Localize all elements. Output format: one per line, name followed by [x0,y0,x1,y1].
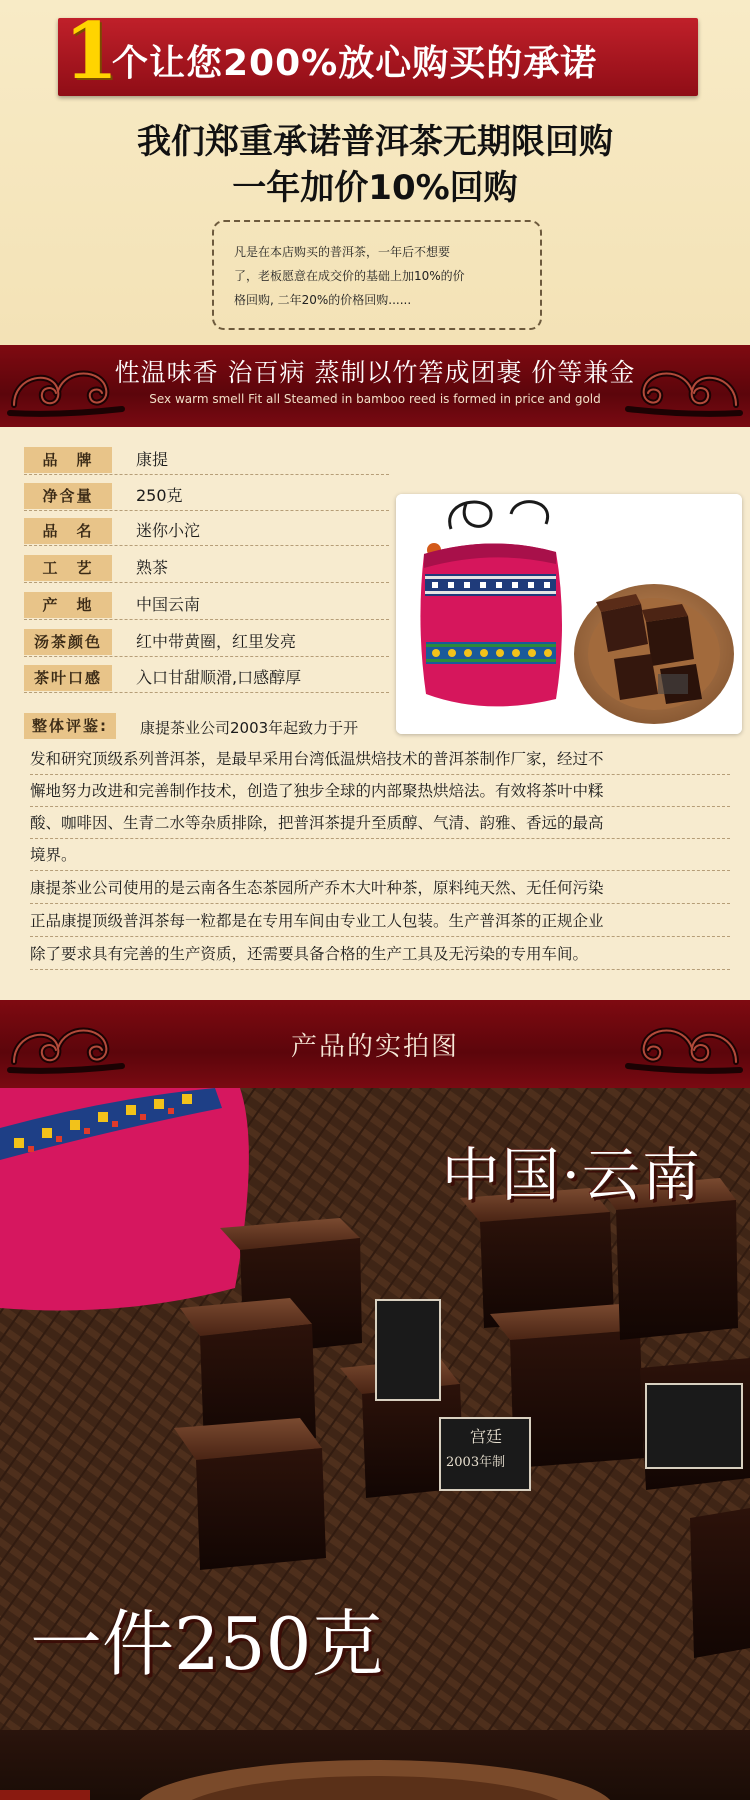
spec-row [24,553,389,583]
evaluation-line: 发和研究顶级系列普洱茶，是最早采用台湾低温烘焙技术的普洱茶制作厂家，经过不 [30,744,730,775]
spec-row [24,516,389,546]
spec-row [24,445,389,475]
brick-stamp-text: 宫廷 [470,1427,503,1446]
evaluation-line: 境界。 [30,840,730,871]
spec-row [24,627,389,657]
spec-label: 品 名 [24,518,112,544]
spec-value: 中国云南 [136,595,201,614]
spec-value: 250克 [136,486,183,505]
spec-label: 工 艺 [24,555,112,581]
slogan-banner [0,345,750,427]
evaluation-first-line: 康提茶业公司2003年起致力于开 [140,719,359,737]
photo-section-banner [0,1000,750,1088]
evaluation-label: 整体评鉴: [24,713,116,739]
spec-label: 产 地 [24,592,112,618]
spec-value: 康提 [136,450,169,469]
product-photo [396,494,742,734]
spec-label: 茶叶口感 [24,665,112,691]
next-section-strip [0,1730,750,1800]
spec-label: 品 牌 [24,447,112,473]
evaluation-line: 正品康提顶级普洱茶每一粒都是在专用车间由专业工人包装。生产普洱茶的正规企业 [30,906,730,937]
promise-section [0,0,750,345]
promise-terms-line: 格回购, 二年20%的价格回购...... [234,293,412,307]
evaluation-line: 懈地努力改进和完善制作技术，创造了独步全球的内部聚热烘焙法。有效将茶叶中糅 [30,776,730,807]
tea-plate-image [0,1730,750,1800]
spec-value: 熟茶 [136,558,169,577]
spec-row [24,663,389,693]
promise-headline: 我们郑重承诺普洱茶无期限回购 [137,122,613,162]
spec-value: 入口甘甜顺滑,口感醇厚 [136,668,302,687]
product-hero-photo [0,1088,750,1730]
promise-terms-box [212,220,542,330]
spec-label: 汤茶颜色 [24,629,112,655]
promise-title: 个让您200%放心购买的承诺 [112,43,598,84]
promise-terms-line: 了，老板愿意在成交价的基础上加10%的价 [234,269,465,283]
tea-pouch-image [396,494,742,734]
promise-subheadline: 一年加价10%回购 [232,168,518,208]
spec-row [24,590,389,620]
promise-terms-line: 凡是在本店购买的普洱茶，一年后不想要 [234,245,451,259]
spec-value: 迷你小沱 [136,521,201,540]
brick-stamp-year: 2003年制 [446,1455,506,1470]
spec-value: 红中带黄圈，红里发亮 [136,632,297,651]
weight-overlay-text: 一件250克 [30,1602,384,1686]
slogan-subtitle: Sex warm smell Fit all Steamed in bamboo reed is formed in price and gold [149,392,601,406]
spec-row [24,481,389,511]
photo-section-title: 产品的实拍图 [290,1032,459,1062]
spec-label: 净含量 [24,483,112,509]
origin-overlay-text: 中国·云南 [441,1141,702,1209]
evaluation-line: 酸、咖啡因、生青二水等杂质排除，把普洱茶提升至质醇、气清、韵雅、香远的最高 [30,808,730,839]
promise-number: 1 [64,6,119,97]
slogan-title: 性温味香 治百病 蒸制以竹箬成团裹 价等兼金 [114,358,636,387]
evaluation-line: 康提茶业公司使用的是云南各生态茶园所产乔木大叶种茶，原料纯天然、无任何污染 [30,873,730,904]
evaluation-line: 除了要求具有完善的生产资质，还需要具备合格的生产工具及无污染的专用车间。 [30,939,730,970]
